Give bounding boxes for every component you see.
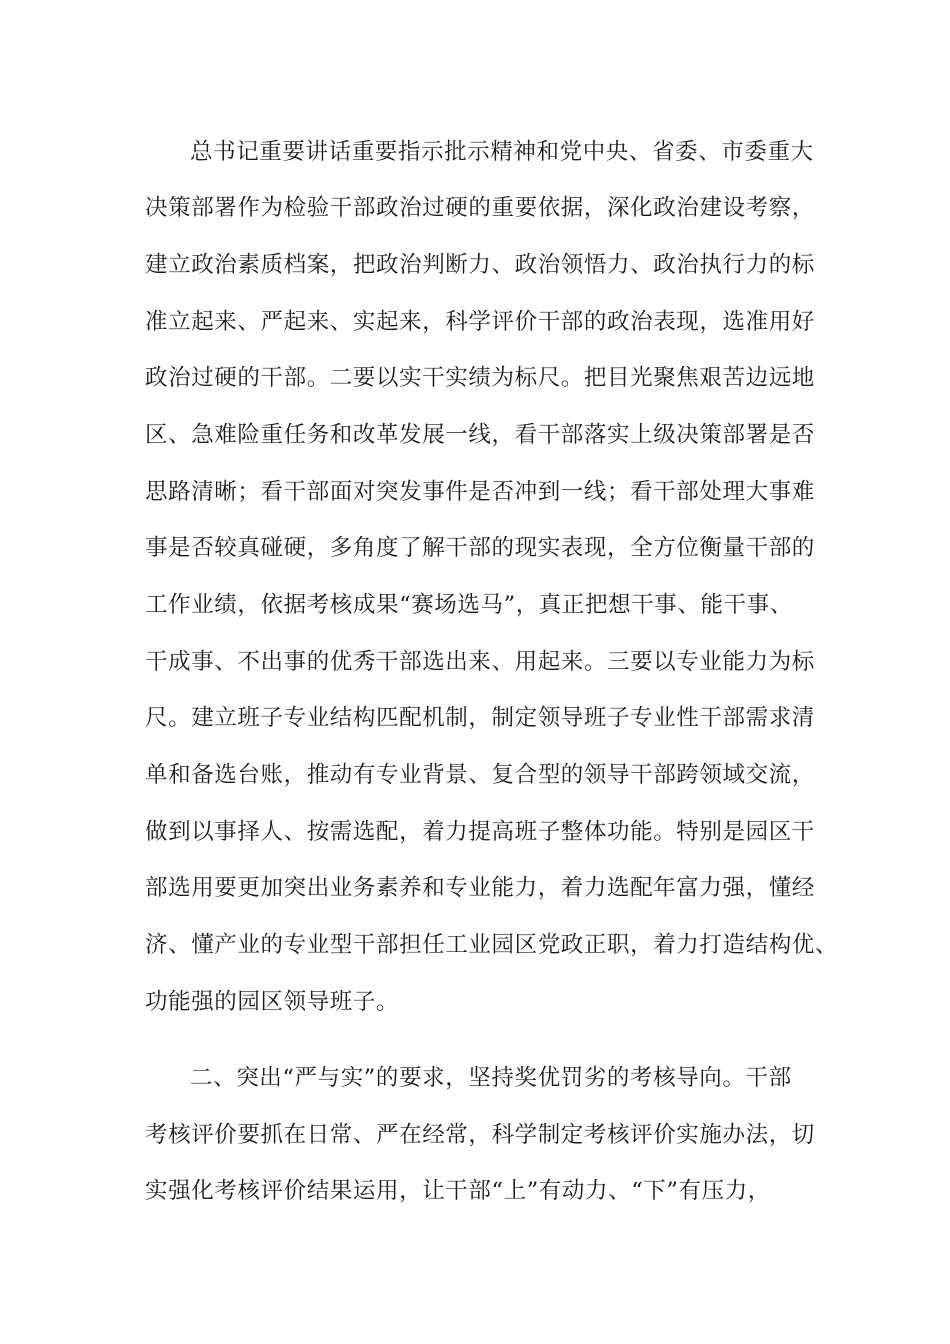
paragraph-1-line-10: 干成事、不出事的优秀干部选出来、用起来。三要以专业能力为标: [145, 649, 815, 675]
paragraph-2-line-1: 二、突出“严与实”的要求，坚持奖优罚劣的考核导向。干部: [190, 1065, 792, 1091]
paragraph-1-line-2: 决策部署作为检验干部政治过硬的重要依据，深化政治建设考察，: [145, 195, 815, 221]
paragraph-1-line-13: 做到以事择人、按需选配，着力提高班子整体功能。特别是园区干: [145, 819, 815, 845]
paragraph-1-line-4: 准立起来、严起来、实起来，科学评价干部的政治表现，选准用好: [145, 309, 815, 335]
paragraph-1-line-5: 政治过硬的干部。二要以实干实绩为标尺。把目光聚焦艰苦边远地: [145, 365, 815, 391]
paragraph-1-line-7: 思路清晰；看干部面对突发事件是否冲到一线；看干部处理大事难: [145, 479, 815, 505]
paragraph-1-line-12: 单和备选台账，推动有专业背景、复合型的领导干部跨领域交流，: [145, 762, 815, 788]
paragraph-2-line-3: 实强化考核评价结果运用，让干部“上”有动力、“下”有压力，: [145, 1178, 771, 1204]
paragraph-1-line-1: 总书记重要讲话重要指示批示精神和党中央、省委、市委重大: [190, 139, 814, 165]
paragraph-1-line-8: 事是否较真碰硬，多角度了解干部的现实表现，全方位衡量干部的: [145, 535, 815, 561]
paragraph-2-line-2: 考核评价要抓在日常、严在经常，科学制定考核评价实施办法，切: [145, 1122, 815, 1148]
paragraph-1-line-11: 尺。建立班子专业结构匹配机制，制定领导班子专业性干部需求清: [145, 705, 815, 731]
paragraph-1-line-3: 建立政治素质档案，把政治判断力、政治领悟力、政治执行力的标: [145, 252, 815, 278]
paragraph-1-line-6: 区、急难险重任务和改革发展一线，看干部落实上级决策部署是否: [145, 422, 815, 448]
paragraph-1-line-9: 工作业绩，依据考核成果“赛场选马”，真正把想干事、能干事、: [145, 592, 793, 618]
paragraph-1-line-14: 部选用要更加突出业务素养和专业能力，着力选配年富力强，懂经: [145, 875, 815, 901]
paragraph-1-line-16: 功能强的园区领导班子。: [145, 989, 400, 1015]
paragraph-1-line-15: 济、懂产业的专业型干部担任工业园区党政正职，着力打造结构优、: [145, 932, 839, 958]
